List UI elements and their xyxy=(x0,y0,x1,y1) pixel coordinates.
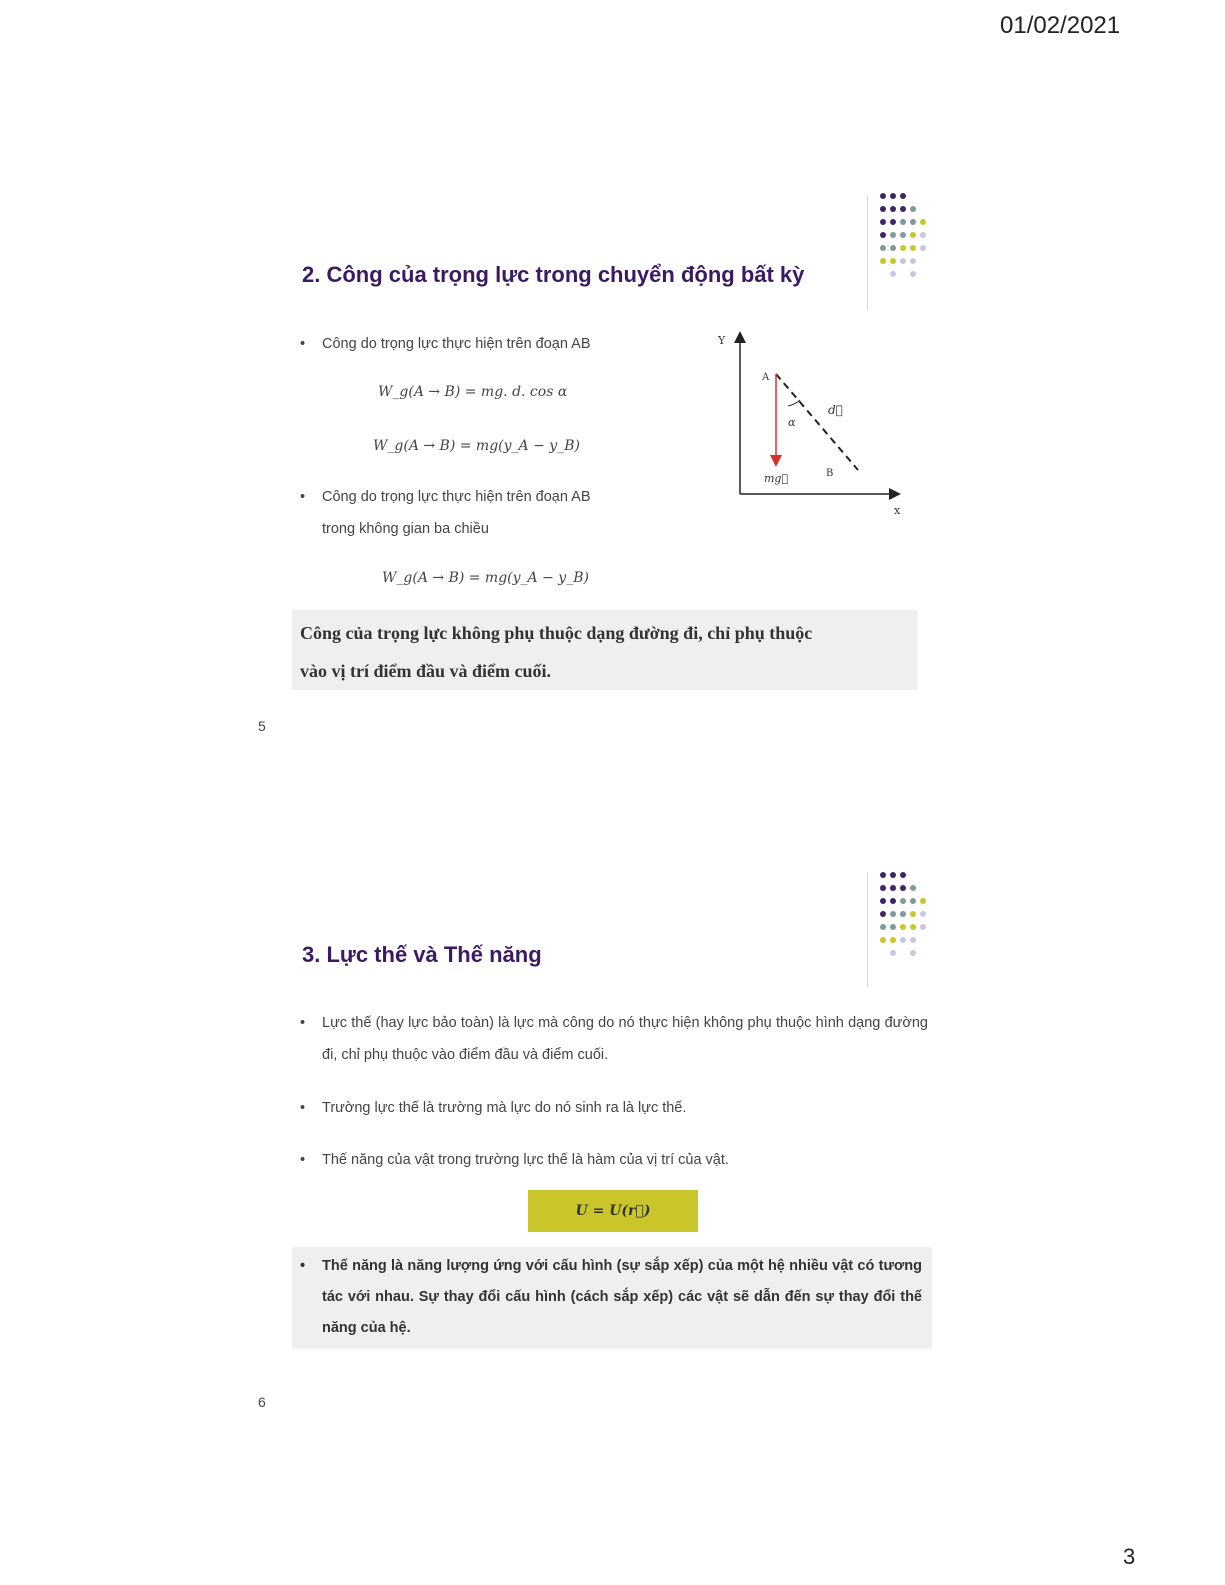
decorative-dot xyxy=(920,898,926,904)
decorative-dot xyxy=(890,911,896,917)
decorative-dot xyxy=(890,924,896,930)
decorative-dot xyxy=(920,245,926,251)
slide-title: 2. Công của trọng lực trong chuyển động bất kỳ xyxy=(302,262,805,287)
bullet-item: • Công do trọng lực thực hiện trên đoạn AB trong không gian ba chiều xyxy=(300,489,591,537)
conclusion-box: • Thế năng là năng lượng ứng với cấu hình (sự sắp xếp) của một hệ nhiều vật có tương tác với nhau. Sự thay đổi cấu hình (cách sắp xếp) các vật sẽ dẫn đến sự thay đổi thế năng của hệ. xyxy=(292,1247,932,1349)
conclusion-box xyxy=(292,610,917,690)
bullet-item: • Lực thế (hay lực bảo toàn) là lực mà công do nó thực hiện không phụ thuộc hình dạng đường đi, chỉ phụ thuộc vào điểm đầu và điểm cuối. xyxy=(300,1015,928,1063)
page-number: 3 xyxy=(1123,1544,1136,1569)
decorative-dot xyxy=(900,193,906,199)
decorative-dot xyxy=(880,911,886,917)
decorative-dot xyxy=(880,206,886,212)
formula-work-height: W_g(A → B) = mg(y_A − y_B) xyxy=(373,438,580,454)
decorative-dot xyxy=(900,911,906,917)
decorative-dot xyxy=(910,245,916,251)
header-date: 01/02/2021 xyxy=(1000,12,1121,39)
slide-number: 5 xyxy=(258,718,266,734)
decorative-dot xyxy=(880,193,886,199)
decorative-dot xyxy=(900,924,906,930)
decorative-dot xyxy=(920,924,926,930)
decorative-dot xyxy=(920,219,926,225)
decorative-dot xyxy=(890,232,896,238)
decorative-dot xyxy=(890,206,896,212)
decorative-dot xyxy=(880,898,886,904)
decorative-dot xyxy=(900,898,906,904)
decorative-dot xyxy=(920,232,926,238)
label-alpha: α xyxy=(788,416,796,429)
label-d: d⃗ xyxy=(828,403,843,417)
slide-number: 6 xyxy=(258,1394,266,1410)
decorative-dot xyxy=(880,872,886,878)
label-y: Y xyxy=(718,334,726,347)
angle-arc xyxy=(788,400,800,406)
decorative-dots xyxy=(880,193,950,293)
decorative-dot xyxy=(880,232,886,238)
decorative-dot xyxy=(920,911,926,917)
potential-formula-box: U = U(r⃗) xyxy=(528,1190,698,1232)
formula-work-3d: W_g(A → B) = mg(y_A − y_B) xyxy=(382,570,589,586)
decorative-dot xyxy=(880,245,886,251)
conclusion-line: vào vị trí điểm đầu và điểm cuối. xyxy=(300,661,551,681)
decorative-dot xyxy=(880,885,886,891)
decorative-dot xyxy=(890,271,896,277)
decorative-dot xyxy=(900,232,906,238)
decorative-dot xyxy=(910,219,916,225)
label-a: A xyxy=(762,372,770,383)
decorative-dot xyxy=(910,924,916,930)
decorative-dot xyxy=(900,219,906,225)
label-b: B xyxy=(826,468,834,479)
decorative-dot xyxy=(910,258,916,264)
formula-work-cos: W_g(A → B) = mg. d. cos α xyxy=(378,384,568,400)
bullet-item: • Thế năng của vật trong trường lực thế là hàm của vị trí của vật. xyxy=(300,1152,729,1168)
decorative-dot xyxy=(890,245,896,251)
decorative-dot xyxy=(880,258,886,264)
decorative-dot xyxy=(900,206,906,212)
decorative-dot xyxy=(910,898,916,904)
slide-title: 3. Lực thế và Thế năng xyxy=(302,942,542,967)
label-mg: mg⃗ xyxy=(764,472,789,485)
decorative-dot xyxy=(880,937,886,943)
decorative-dot xyxy=(910,232,916,238)
conclusion-line: Công của trọng lực không phụ thuộc dạng đường đi, chỉ phụ thuộc xyxy=(300,623,813,643)
decorative-dot xyxy=(910,206,916,212)
decorative-dot xyxy=(890,937,896,943)
title-divider xyxy=(867,195,868,310)
decorative-dot xyxy=(890,872,896,878)
slide-5 xyxy=(0,0,1225,780)
decorative-dot xyxy=(890,950,896,956)
decorative-dot xyxy=(910,950,916,956)
decorative-dot xyxy=(890,193,896,199)
decorative-dot xyxy=(900,937,906,943)
gravity-work-diagram xyxy=(700,322,920,522)
decorative-dot xyxy=(900,872,906,878)
decorative-dot xyxy=(890,898,896,904)
decorative-dot xyxy=(910,937,916,943)
conclusion-text: Thế năng là năng lượng ứng với cấu hình (sự sắp xếp) của một hệ nhiều vật có tương tác với nhau. Sự thay đổi cấu hình (cách sắp xếp) các vật sẽ dẫn đến sự thay đổi thế năng của hệ. xyxy=(322,1258,922,1336)
decorative-dot xyxy=(910,911,916,917)
decorative-dot xyxy=(880,219,886,225)
decorative-dot xyxy=(900,245,906,251)
decorative-dot xyxy=(900,258,906,264)
label-x: x xyxy=(894,504,901,517)
decorative-dot xyxy=(910,271,916,277)
slide-6 xyxy=(0,780,1225,1460)
title-divider xyxy=(867,872,868,987)
decorative-dots xyxy=(880,872,950,972)
decorative-dot xyxy=(890,258,896,264)
decorative-dot xyxy=(880,924,886,930)
decorative-dot xyxy=(890,885,896,891)
bullet-item: • Trường lực thế là trường mà lực do nó sinh ra là lực thế. xyxy=(300,1100,687,1116)
bullet-item: • Công do trọng lực thực hiện trên đoạn AB xyxy=(300,336,591,352)
decorative-dot xyxy=(900,885,906,891)
decorative-dot xyxy=(910,885,916,891)
decorative-dot xyxy=(890,219,896,225)
